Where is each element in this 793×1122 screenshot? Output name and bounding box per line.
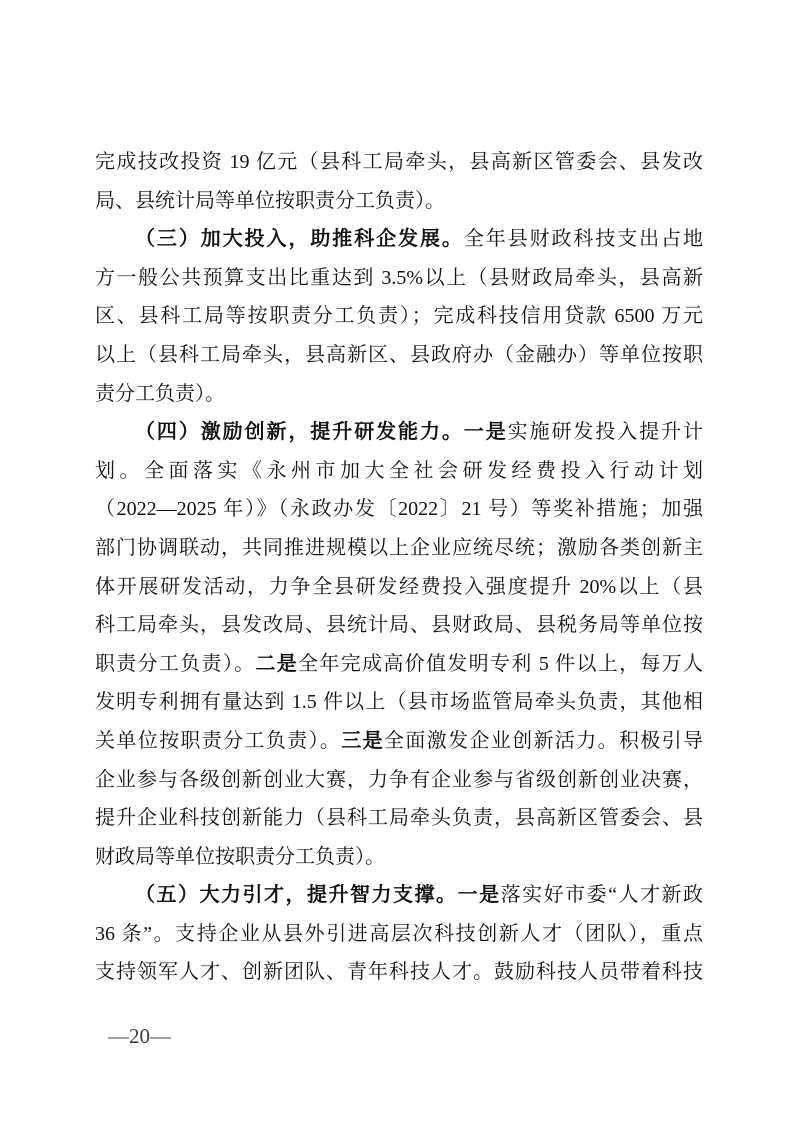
text-run: 区、县科工局等按职责分工负责）；完成科技信用贷款 6500 万元 <box>95 305 703 328</box>
text-line-19 <box>95 838 703 877</box>
text-run: 财政局等单位按职责分工负责）。 <box>95 845 385 868</box>
text-run: 科工局牵头，县发改局、县统计局、县财政局、县税务局等单位按 <box>95 614 703 637</box>
text-line-20 <box>95 876 703 915</box>
text-line-18 <box>95 799 703 838</box>
bold-text-run: 二是 <box>255 652 299 675</box>
text-run: 以上（县科工局牵头，县高新区、县政府办（金融办）等单位按职 <box>95 343 703 366</box>
text-run: 完成技改投资 19 亿元（县科工局牵头，县高新区管委会、县发改 <box>95 151 703 173</box>
text-run: 落实好市委“人才新政 <box>500 884 703 907</box>
text-line-17 <box>95 761 703 800</box>
text-run: 关单位按职责分工负责）。 <box>95 729 342 752</box>
text-line-1 <box>95 143 703 182</box>
text-line-14 <box>95 645 703 684</box>
text-run: 全年完成高价值发明专利 5 件以上，每万人 <box>298 652 704 675</box>
text-run: 局、县统计局等单位按职责分工负责）。 <box>95 189 445 212</box>
text-line-12 <box>95 568 703 607</box>
bold-text-run: （三）加大投入，助推科企发展。 <box>135 228 464 251</box>
text-line-6 <box>95 336 703 375</box>
text-run: 36 条”。支持企业从县外引进高层次科技创新人才（团队），重点 <box>95 922 703 945</box>
text-line-9 <box>95 452 703 491</box>
text-line-7 <box>95 375 703 414</box>
text-run: 全年县财政科技支出占地 <box>463 228 704 251</box>
text-line-3 <box>95 220 703 259</box>
text-line-13 <box>95 606 703 645</box>
bold-text-run: （五）大力引才，提升智力支撑。一是 <box>135 884 501 907</box>
text-run: 发明专利拥有量达到 1.5 件以上（县市场监管局牵头负责，其他相 <box>95 691 703 714</box>
text-run: 提升企业科技创新能力（县科工局牵头负责，县高新区管委会、县 <box>95 807 703 830</box>
text-run: 实施研发投入提升计 <box>507 421 704 444</box>
text-run: 全面激发企业创新活力。积极引导 <box>384 729 704 752</box>
text-line-5 <box>95 297 703 336</box>
text-run: 部门协调联动，共同推进规模以上企业应统尽统；激励各类创新主 <box>95 536 703 559</box>
text-run: 责分工负责）。 <box>95 382 225 405</box>
text-run: 职责分工负责）。 <box>95 652 256 675</box>
bold-text-run: （四）激励创新，提升研发能力。一是 <box>135 421 508 444</box>
text-line-10 <box>95 490 703 529</box>
text-run: 体开展研发活动，力争全县研发经费投入强度提升 20%以上（县 <box>95 575 703 598</box>
document-body-text <box>95 143 703 992</box>
text-line-8 <box>95 413 703 452</box>
text-run: 企业参与各级创新创业大赛，力争有企业参与省级创新创业决赛， <box>95 768 703 791</box>
text-line-22 <box>95 953 703 992</box>
bold-text-run: 三是 <box>341 729 385 752</box>
text-run: 划。全面落实《永州市加大全社会研发经费投入行动计划 <box>95 459 703 482</box>
text-line-15 <box>95 683 703 722</box>
text-line-16 <box>95 722 703 761</box>
text-line-4 <box>95 259 703 298</box>
page-number: —20— <box>108 1024 171 1048</box>
text-run: 支持领军人才、创新团队、青年科技人才。鼓励科技人员带着科技 <box>95 961 703 984</box>
text-line-21 <box>95 915 703 954</box>
text-run: 方一般公共预算支出比重达到 3.5%以上（县财政局牵头，县高新 <box>95 266 703 289</box>
text-line-2 <box>95 182 703 221</box>
text-run: （2022—2025 年）》（永政办发〔2022〕21 号）等奖补措施；加强 <box>95 498 703 521</box>
text-line-11 <box>95 529 703 568</box>
